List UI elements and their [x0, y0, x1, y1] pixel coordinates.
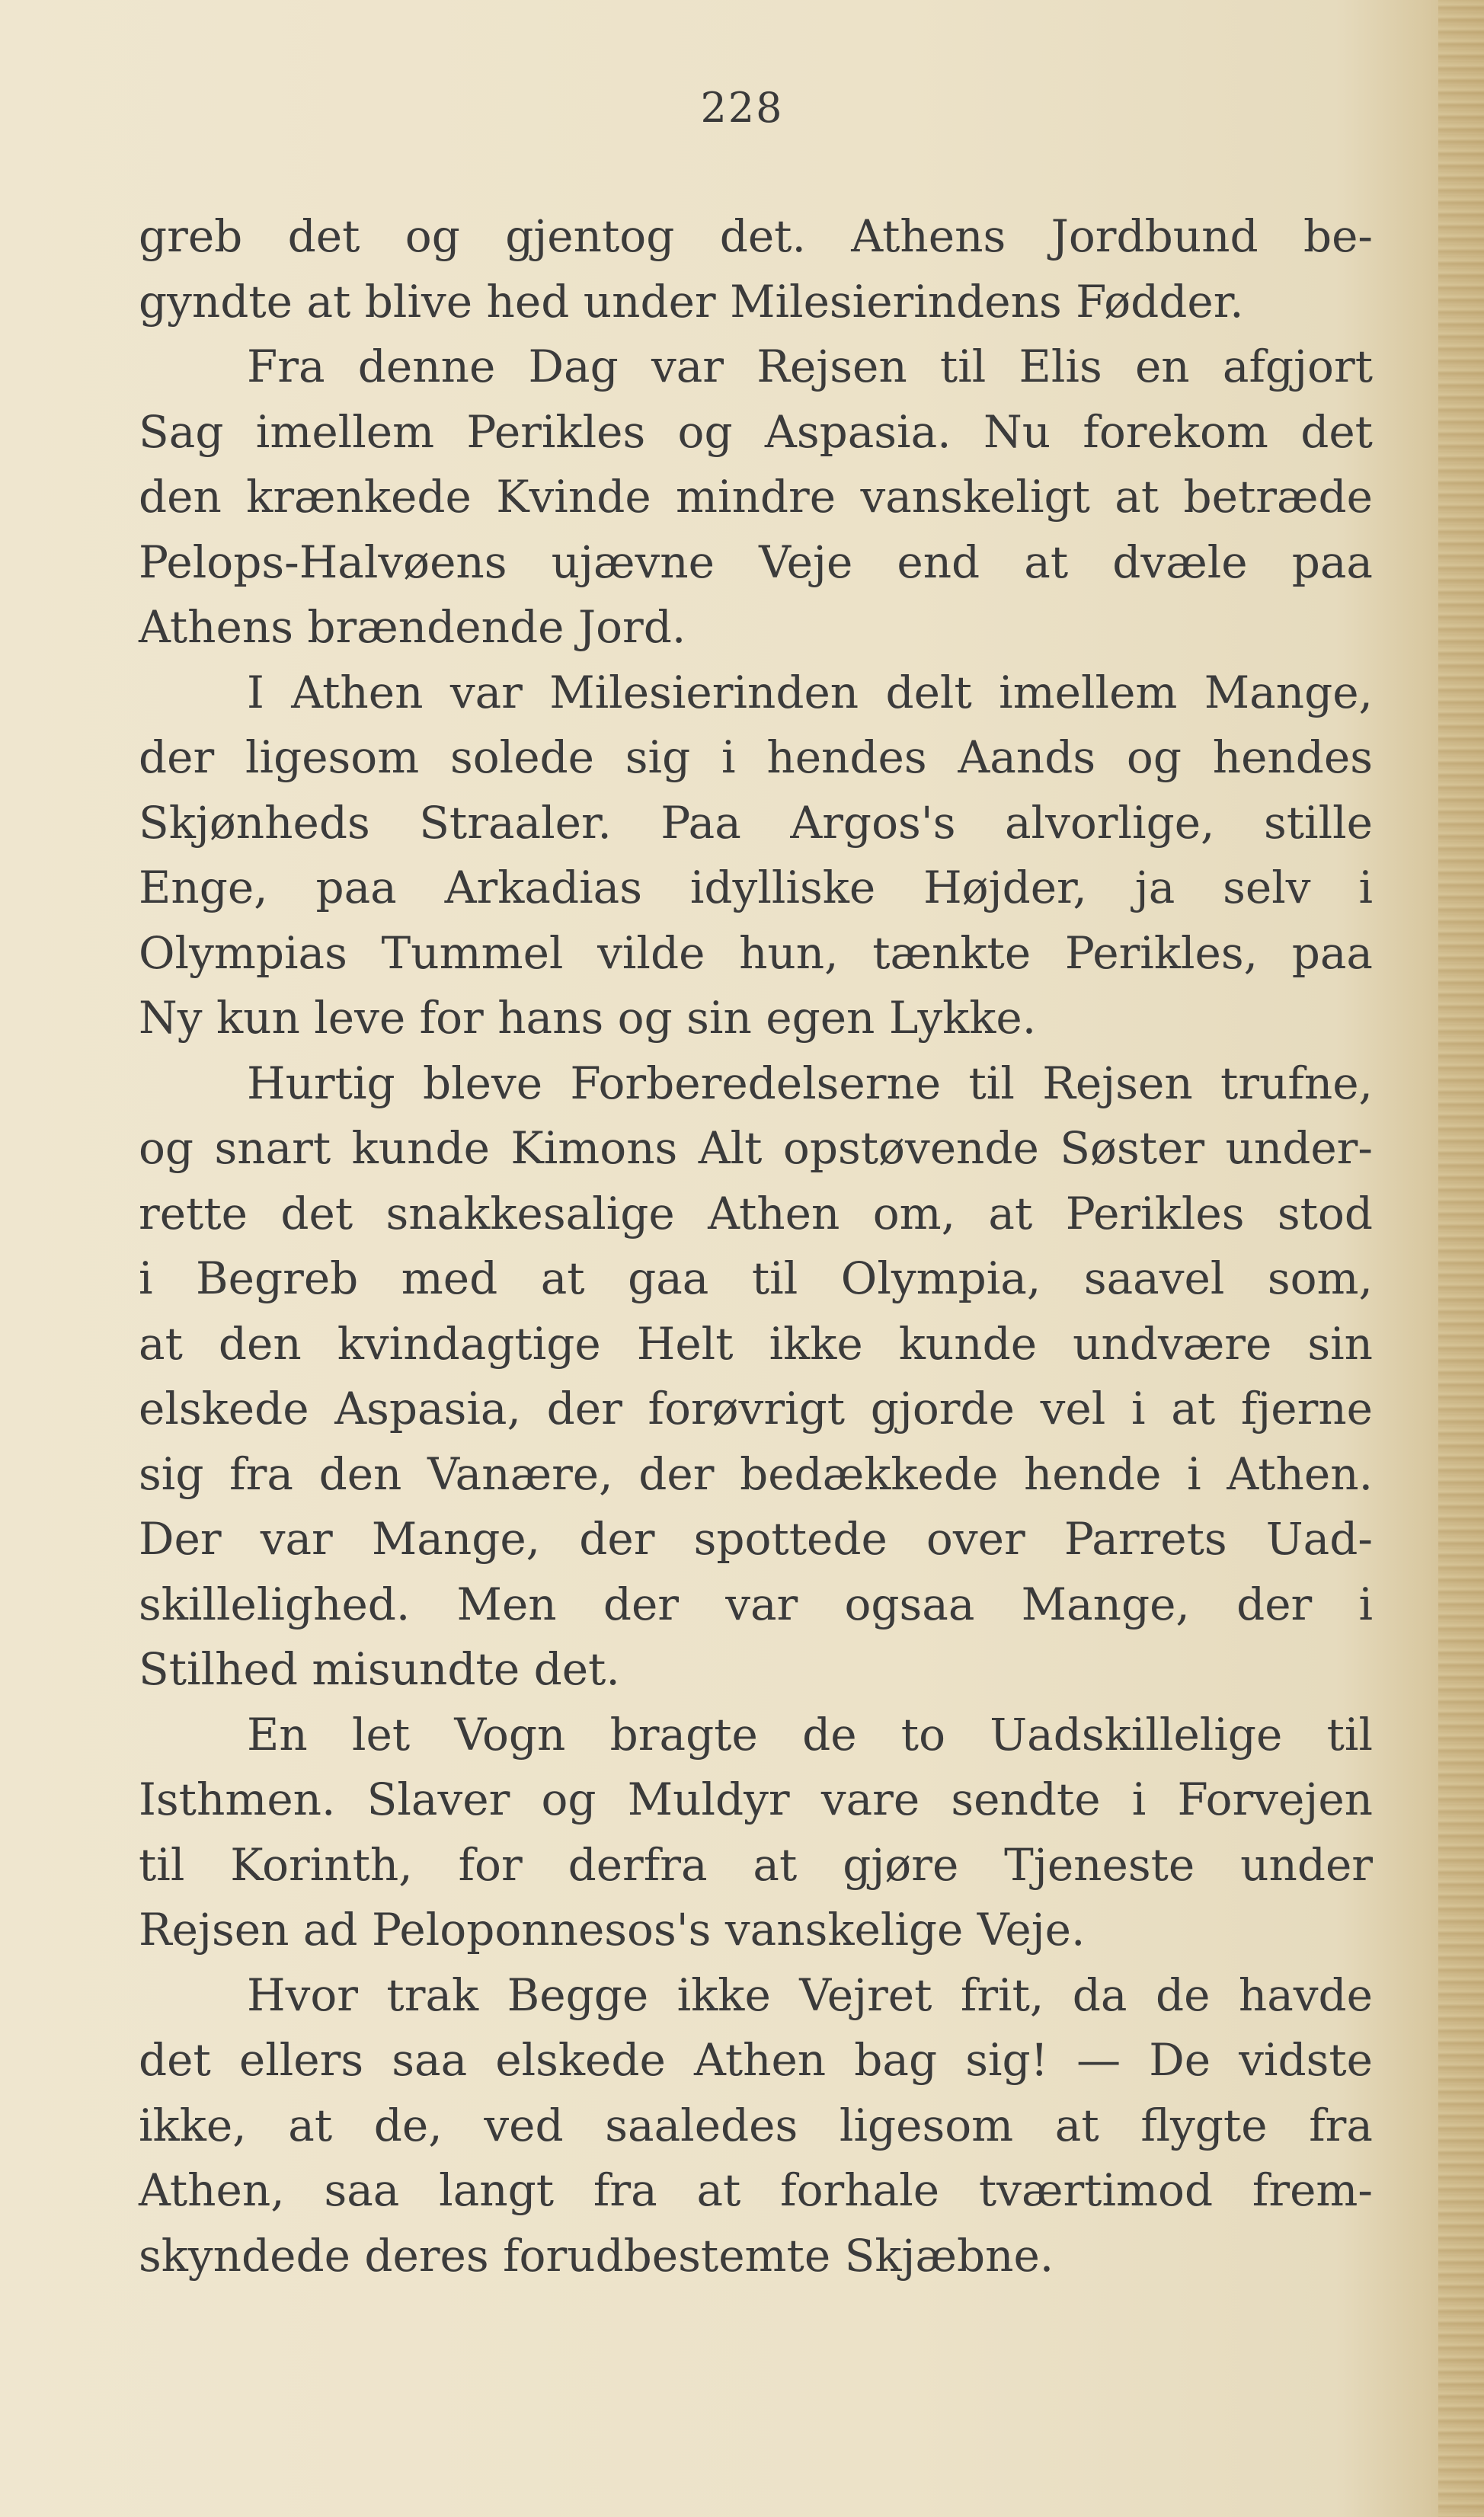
text-line: elskede Aspasia, der forøvrigt gjorde vel i at fjerne — [139, 1383, 1373, 1434]
text-line: Skjønheds Straaler. Paa Argos's alvorlige, stille — [139, 796, 1373, 849]
text-line: En let Vogn bragte de to Uadskillelige til — [247, 1708, 1373, 1761]
text-line: og snart kunde Kimons Alt opstøvende Søster under- — [139, 1122, 1373, 1174]
text-line: Stilhed misundte det. — [139, 1643, 620, 1695]
text-line: Hurtig bleve Forberedelserne til Rejsen trufne, — [247, 1057, 1373, 1109]
text-line: at den kvindagtige Helt ikke kunde undvære sin — [139, 1317, 1373, 1370]
text-line: I Athen var Milesierinden delt imellem Mange, — [247, 666, 1373, 718]
text-line: den krænkede Kvinde mindre vanskeligt at betræde — [139, 471, 1373, 523]
text-line: gyndte at blive hed under Milesierindens Fødder. — [139, 275, 1244, 328]
text-line: Athen, saa langt fra at forhale tværtimod frem- — [139, 2164, 1373, 2216]
page-edge-shadow — [1438, 0, 1484, 2517]
text-line: Athens brændende Jord. — [139, 601, 686, 653]
text-line: Isthmen. Slaver og Muldyr vare sendte i Forvejen — [139, 1773, 1373, 1825]
text-line: greb det og gjentog det. Athens Jordbund be- — [139, 210, 1373, 262]
text-line: til Korinth, for derfra at gjøre Tjeneste under — [139, 1838, 1373, 1891]
text-line: der ligesom solede sig i hendes Aands og hendes — [139, 731, 1373, 783]
text-line: Ny kun leve for hans og sin egen Lykke. — [139, 992, 1037, 1044]
text-line: sig fra den Vanære, der bedækkede hende i Athen. — [139, 1447, 1373, 1500]
text-line: det ellers saa elskede Athen bag sig! — De vidste — [139, 2034, 1373, 2086]
text-line: Hvor trak Begge ikke Vejret frit, da de havde — [247, 1969, 1373, 2021]
text-line: Pelops-Halvøens ujævne Veje end at dvæle paa — [139, 536, 1373, 588]
text-line: i Begreb med at gaa til Olympia, saavel som, — [139, 1252, 1373, 1304]
text-line: rette det snakkesalige Athen om, at Perikles stod — [139, 1187, 1373, 1239]
text-line: Der var Mange, der spottede over Parrets Uad- — [139, 1513, 1373, 1565]
text-line: Olympias Tummel vilde hun, tænkte Perikles, paa — [139, 926, 1373, 979]
text-line: skyndede deres forudbestemte Skjæbne. — [139, 2229, 1054, 2282]
text-line: Fra denne Dag var Rejsen til Elis en afgjort — [247, 341, 1373, 392]
text-line: Rejsen ad Peloponnesos's vanskelige Veje. — [139, 1904, 1086, 1956]
text-line: ikke, at de, ved saaledes ligesom at flygte fra — [139, 2099, 1373, 2151]
text-line: Enge, paa Arkadias idylliske Højder, ja selv i — [139, 862, 1373, 913]
page-number: 228 — [700, 84, 784, 132]
text-line: Sag imellem Perikles og Aspasia. Nu forekom det — [139, 405, 1373, 458]
text-line: skillelighed. Men der var ogsaa Mange, der i — [139, 1578, 1373, 1630]
body-text — [139, 204, 1373, 2288]
